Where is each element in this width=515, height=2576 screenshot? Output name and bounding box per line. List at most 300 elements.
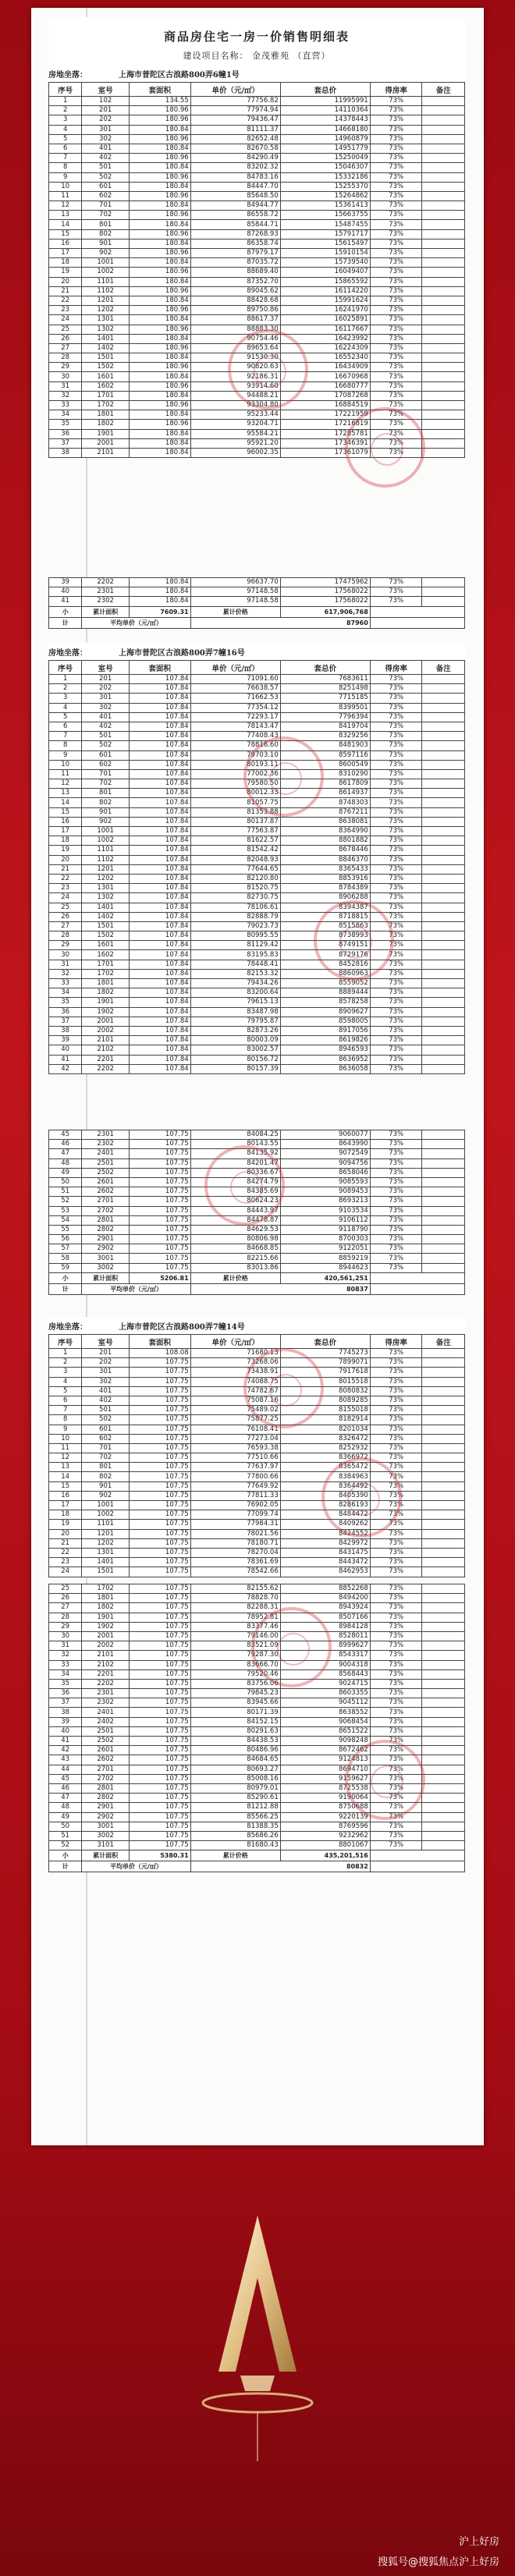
table-cell: 78021.56 (190, 1529, 280, 1538)
table-cell: 9 (49, 172, 82, 182)
table-cell: 81520.75 (190, 884, 280, 893)
table-cell: 73% (370, 1244, 422, 1254)
table-cell: 1702 (82, 1584, 130, 1594)
table-cell: 73% (370, 827, 422, 836)
table-cell: 21 (49, 1538, 82, 1548)
table-cell: 73438.91 (190, 1368, 280, 1377)
table-cell: 73% (370, 429, 422, 438)
table-cell (422, 750, 465, 760)
table-cell (422, 1520, 465, 1529)
table-cell: 32 (49, 969, 82, 978)
table-row (49, 1036, 465, 1045)
table-cell: 2 (49, 684, 82, 694)
table-cell: 82730.75 (190, 893, 280, 903)
table-cell (422, 363, 465, 372)
table-cell: 83202.32 (190, 163, 280, 172)
table-cell: 18 (49, 1510, 82, 1520)
table-cell: 107.75 (129, 1812, 190, 1822)
table-cell: 50 (49, 1177, 82, 1187)
table-cell: 180.84 (129, 277, 190, 286)
table-cell: 14668180 (280, 125, 370, 134)
table-cell: 85844.71 (190, 220, 280, 229)
table-cell: 9072549 (280, 1149, 370, 1158)
table-cell: 73% (370, 921, 422, 931)
table-cell (422, 306, 465, 315)
document-title: 商品房住宅一房一价销售明细表 (163, 30, 350, 44)
table-cell: 8853916 (280, 874, 370, 883)
average-label: 平均单价（元/㎡） (82, 1283, 190, 1294)
table-cell (422, 1130, 465, 1140)
table-cell (422, 172, 465, 182)
average-row (49, 1861, 465, 1872)
table-cell: 202 (82, 684, 130, 694)
table-cell: 76638.57 (190, 684, 280, 694)
table-cell: 401 (82, 1386, 130, 1396)
table-cell: 107.84 (129, 931, 190, 941)
table-row (49, 286, 465, 296)
table-cell: 38 (49, 448, 82, 457)
table-cell (422, 1140, 465, 1149)
table-cell: 301 (82, 125, 130, 134)
table-cell: 82652.48 (190, 134, 280, 144)
table-cell: 17361079 (280, 448, 370, 457)
table-cell: 2502 (82, 1737, 130, 1746)
table-cell: 1402 (82, 912, 130, 921)
table-cell (422, 1603, 465, 1613)
table-row (49, 172, 465, 182)
table-cell: 402 (82, 154, 130, 163)
table-cell: 81057.75 (190, 798, 280, 807)
column-header: 套面积 (129, 1335, 190, 1349)
table-cell: 40 (49, 1045, 82, 1055)
table-row (49, 211, 465, 220)
table-cell: 1 (49, 97, 82, 106)
table-cell: 1201 (82, 864, 130, 874)
table-cell: 107.75 (129, 1765, 190, 1774)
table-cell: 85566.25 (190, 1812, 280, 1822)
table-cell: 1002 (82, 836, 130, 846)
table-cell (422, 893, 465, 903)
column-header: 室号 (82, 83, 130, 97)
table-cell: 83521.09 (190, 1641, 280, 1651)
table-cell: 107.75 (129, 1386, 190, 1396)
table-cell (422, 1812, 465, 1822)
table-cell: 79287.30 (190, 1651, 280, 1660)
table-cell: 15264862 (280, 191, 370, 200)
table-cell: 107.75 (129, 1803, 190, 1812)
table-cell: 107.84 (129, 884, 190, 893)
table-cell (422, 846, 465, 855)
table-row (49, 306, 465, 315)
table-cell: 16224309 (280, 343, 370, 353)
table-cell: 180.96 (129, 325, 190, 334)
table-cell: 8678446 (280, 846, 370, 855)
table-cell: 89045.62 (190, 286, 280, 296)
table-cell: 301 (82, 1368, 130, 1377)
table-cell: 7683611 (280, 675, 370, 684)
table-row (49, 268, 465, 277)
table-row (49, 115, 465, 125)
table-cell: 73% (370, 363, 422, 372)
table-cell (422, 1064, 465, 1073)
table-cell: 73% (370, 1584, 422, 1594)
table-cell: 88689.40 (190, 268, 280, 277)
table-cell (422, 1168, 465, 1177)
table-cell: 22 (49, 296, 82, 305)
table-cell: 80157.39 (190, 1064, 280, 1073)
total-price-value: 420,561,251 (280, 1272, 370, 1283)
table-cell: 8507166 (280, 1613, 370, 1622)
table-cell: 1802 (82, 988, 130, 998)
table-cell: 73% (370, 1358, 422, 1368)
table-cell: 2202 (82, 1064, 130, 1073)
table-cell: 4 (49, 125, 82, 134)
table-cell: 2702 (82, 1206, 130, 1215)
table-cell: 34 (49, 988, 82, 998)
table-cell (422, 1406, 465, 1415)
table-row (49, 1726, 465, 1736)
table-cell: 7917618 (280, 1368, 370, 1377)
table-cell: 107.75 (129, 1698, 190, 1708)
table-cell: 180.96 (129, 115, 190, 125)
table-row (49, 1669, 465, 1679)
table-cell (422, 912, 465, 921)
table-cell: 50 (49, 1822, 82, 1831)
table-cell (422, 315, 465, 325)
table-cell: 107.75 (129, 1584, 190, 1594)
table-cell: 8906288 (280, 893, 370, 903)
table-cell: 2202 (82, 578, 130, 587)
table-cell (422, 1055, 465, 1064)
table-cell: 73% (370, 1443, 422, 1453)
table-cell (422, 1254, 465, 1263)
table-cell: 8614937 (280, 789, 370, 798)
table-cell: 73% (370, 1396, 422, 1405)
table-cell: 91530.30 (190, 353, 280, 363)
table-cell: 9094756 (280, 1158, 370, 1168)
table-cell: 2202 (82, 1679, 130, 1688)
table-cell: 502 (82, 172, 130, 182)
average-value: 80837 (190, 1283, 370, 1294)
table-cell: 78816.60 (190, 741, 280, 750)
table-cell: 107.75 (129, 1368, 190, 1377)
table-cell: 73% (370, 1669, 422, 1679)
table-cell: 15250049 (280, 154, 370, 163)
table-cell: 14960879 (280, 134, 370, 144)
table-cell: 58 (49, 1254, 82, 1263)
total-area-label: 累计面积 (82, 1272, 130, 1283)
table-cell: 87979.17 (190, 249, 280, 258)
table-cell (422, 1669, 465, 1679)
table-cell: 9060077 (280, 1130, 370, 1140)
table-cell: 3 (49, 115, 82, 125)
table-row (49, 587, 465, 597)
table-cell: 73% (370, 1386, 422, 1396)
table-row (49, 1017, 465, 1026)
table-cell: 73% (370, 1651, 422, 1660)
table-row (49, 903, 465, 912)
table-cell: 1301 (82, 315, 130, 325)
table-cell: 78448.41 (190, 960, 280, 969)
table-cell: 73% (370, 1822, 422, 1831)
table-cell: 19 (49, 846, 82, 855)
table-header-row (49, 1335, 465, 1349)
table-cell: 77811.33 (190, 1491, 280, 1500)
table-cell: 73% (370, 1765, 422, 1774)
table-cell: 2701 (82, 1197, 130, 1206)
table-cell: 2601 (82, 1746, 130, 1755)
table-cell: 15361413 (280, 201, 370, 211)
table-cell: 75087.16 (190, 1396, 280, 1405)
table-cell: 107.84 (129, 1064, 190, 1073)
table-cell: 107.84 (129, 1007, 190, 1017)
table-cell: 73% (370, 1717, 422, 1726)
table-cell (422, 1235, 465, 1244)
table-row (49, 1244, 465, 1254)
table-cell: 107.75 (129, 1434, 190, 1443)
table-cell (422, 979, 465, 988)
table-cell: 78180.71 (190, 1538, 280, 1548)
table-cell: 107.75 (129, 1529, 190, 1538)
table-row (49, 1584, 465, 1594)
table-cell: 82155.62 (190, 1584, 280, 1594)
table-cell: 401 (82, 144, 130, 153)
table-cell: 8481903 (280, 741, 370, 750)
table-cell (422, 1463, 465, 1472)
table-row (49, 182, 465, 191)
table-cell: 8852268 (280, 1584, 370, 1594)
table-cell: 77800.66 (190, 1472, 280, 1481)
table-cell: 73% (370, 1831, 422, 1840)
table-cell: 21 (49, 864, 82, 874)
table-cell: 8429972 (280, 1538, 370, 1548)
table-cell (422, 1594, 465, 1603)
page-sheet (48, 1317, 465, 1577)
table-cell: 1801 (82, 1594, 130, 1603)
table-cell (422, 1679, 465, 1688)
table-cell: 73% (370, 372, 422, 381)
table-cell: 57 (49, 1244, 82, 1254)
table-cell (422, 325, 465, 334)
table-cell: 8749151 (280, 941, 370, 950)
table-row (49, 1481, 465, 1491)
table-cell: 84668.85 (190, 1244, 280, 1254)
table-cell (422, 779, 465, 789)
table-cell: 107.75 (129, 1463, 190, 1472)
table-cell: 73% (370, 258, 422, 268)
table-cell: 180.96 (129, 401, 190, 410)
table-cell: 82120.80 (190, 874, 280, 883)
table-cell: 801 (82, 789, 130, 798)
table-cell: 1902 (82, 1007, 130, 1017)
table-cell: 107.75 (129, 1708, 190, 1717)
table-cell: 23 (49, 884, 82, 893)
table-cell: 8462953 (280, 1567, 370, 1577)
table-cell: 16423992 (280, 334, 370, 343)
table-cell (422, 903, 465, 912)
table-cell: 84290.49 (190, 154, 280, 163)
table-cell (422, 1206, 465, 1215)
table-cell: 1301 (82, 884, 130, 893)
table-cell: 38 (49, 1708, 82, 1717)
table-cell: 602 (82, 1434, 130, 1443)
table-cell: 73% (370, 988, 422, 998)
table-cell: 901 (82, 1481, 130, 1491)
table-cell: 73268.06 (190, 1358, 280, 1368)
average-blank (370, 1861, 464, 1872)
table-cell: 9045112 (280, 1698, 370, 1708)
table-cell: 73% (370, 779, 422, 789)
table-row (49, 1064, 465, 1073)
table-row (49, 1425, 465, 1434)
table-cell: 202 (82, 1358, 130, 1368)
table-cell: 43 (49, 1755, 82, 1765)
table-cell: 96637.70 (190, 578, 280, 587)
table-cell: 9118790 (280, 1225, 370, 1234)
table-cell: 81129.42 (190, 941, 280, 950)
table-cell: 73% (370, 587, 422, 597)
table-cell: 73% (370, 846, 422, 855)
table-cell (422, 769, 465, 779)
table-cell: 16 (49, 1491, 82, 1500)
table-cell: 73% (370, 268, 422, 277)
table-cell: 77644.65 (190, 864, 280, 874)
table-cell: 81680.43 (190, 1841, 280, 1850)
table-cell: 17475962 (280, 578, 370, 587)
table-cell (422, 391, 465, 400)
table-cell: 73% (370, 1708, 422, 1717)
table-cell: 25 (49, 903, 82, 912)
table-cell: 73% (370, 277, 422, 286)
table-cell: 20 (49, 277, 82, 286)
table-cell: 180.96 (129, 306, 190, 315)
table-cell (422, 1158, 465, 1168)
table-row (49, 1689, 465, 1698)
table-cell: 107.75 (129, 1631, 190, 1641)
table-cell: 73% (370, 438, 422, 448)
table-cell: 302 (82, 703, 130, 712)
table-cell: 8365472 (280, 1463, 370, 1472)
table-cell: 4 (49, 703, 82, 712)
table-cell: 73% (370, 1491, 422, 1500)
table-cell: 73% (370, 1349, 422, 1358)
table-cell: 73% (370, 1187, 422, 1197)
table-cell: 108.08 (129, 1349, 190, 1358)
table-cell: 9103534 (280, 1206, 370, 1215)
table-cell: 73% (370, 381, 422, 391)
table-cell: 107.84 (129, 750, 190, 760)
table-cell: 8917056 (280, 1026, 370, 1035)
table-cell: 180.96 (129, 154, 190, 163)
table-cell: 78270.04 (190, 1548, 280, 1557)
table-cell: 18 (49, 258, 82, 268)
table-cell: 33 (49, 979, 82, 988)
table-cell: 79023.73 (190, 921, 280, 931)
table-cell (422, 1765, 465, 1774)
table-cell: 2302 (82, 597, 130, 606)
table-cell (422, 201, 465, 211)
table-cell: 15615497 (280, 239, 370, 248)
table-cell: 96002.35 (190, 448, 280, 457)
table-cell (422, 1396, 465, 1405)
table-cell: 82215.66 (190, 1254, 280, 1263)
official-seal-icon (321, 1457, 402, 1538)
table-row (49, 1045, 465, 1055)
table-cell (422, 960, 465, 969)
table-cell: 107.75 (129, 1783, 190, 1793)
column-header: 套面积 (129, 661, 190, 675)
table-cell: 9 (49, 1425, 82, 1434)
table-cell: 2502 (82, 1168, 130, 1177)
table-cell: 107.84 (129, 1055, 190, 1064)
table-cell: 84629.53 (190, 1225, 280, 1234)
table-cell: 8329256 (280, 732, 370, 741)
table-cell: 107.84 (129, 1026, 190, 1035)
table-cell: 17568022 (280, 587, 370, 597)
table-cell: 180.84 (129, 448, 190, 457)
table-cell: 73% (370, 391, 422, 400)
table-cell: 83195.83 (190, 950, 280, 960)
table-row (49, 846, 465, 855)
table-cell: 73% (370, 597, 422, 606)
table-cell: 5 (49, 712, 82, 722)
table-cell: 71662.53 (190, 694, 280, 703)
table-row (49, 827, 465, 836)
table-cell: 180.84 (129, 201, 190, 211)
table-cell: 16025891 (280, 315, 370, 325)
table-cell (422, 1177, 465, 1187)
table-cell: 29 (49, 1622, 82, 1631)
table-cell: 702 (82, 1453, 130, 1463)
table-cell: 90820.63 (190, 363, 280, 372)
table-row (49, 1491, 465, 1500)
total-area-label: 累计面积 (82, 606, 130, 617)
table-cell: 8 (49, 741, 82, 750)
table-cell: 180.84 (129, 182, 190, 191)
table-cell: 41 (49, 597, 82, 606)
table-cell: 77563.87 (190, 827, 280, 836)
table-row (49, 1510, 465, 1520)
table-cell: 33 (49, 401, 82, 410)
table-cell: 84684.65 (190, 1755, 280, 1765)
table-cell: 80291.63 (190, 1726, 280, 1736)
table-cell: 180.96 (129, 343, 190, 353)
table-cell: 107.84 (129, 998, 190, 1007)
table-cell: 74088.75 (190, 1377, 280, 1386)
table-cell: 107.84 (129, 741, 190, 750)
table-cell: 15487455 (280, 220, 370, 229)
table-cell (422, 1434, 465, 1443)
table-row (49, 258, 465, 268)
table-cell: 95921.20 (190, 438, 280, 448)
table-cell: 16 (49, 817, 82, 826)
table-row (49, 988, 465, 998)
table-row (49, 941, 465, 950)
table-cell: 2302 (82, 1140, 130, 1149)
location-label: 房地坐落： (48, 1323, 87, 1332)
table-cell: 2301 (82, 1689, 130, 1698)
table-cell: 73% (370, 306, 422, 315)
table-row (49, 684, 465, 694)
table-cell: 80156.72 (190, 1055, 280, 1064)
table-cell: 83013.86 (190, 1263, 280, 1272)
table-cell: 8384963 (280, 1472, 370, 1481)
average-row (49, 1283, 465, 1294)
table-cell: 15791717 (280, 229, 370, 239)
table-cell: 107.75 (129, 1717, 190, 1726)
page-sheet (48, 1130, 465, 1295)
table-cell: 8452816 (280, 960, 370, 969)
